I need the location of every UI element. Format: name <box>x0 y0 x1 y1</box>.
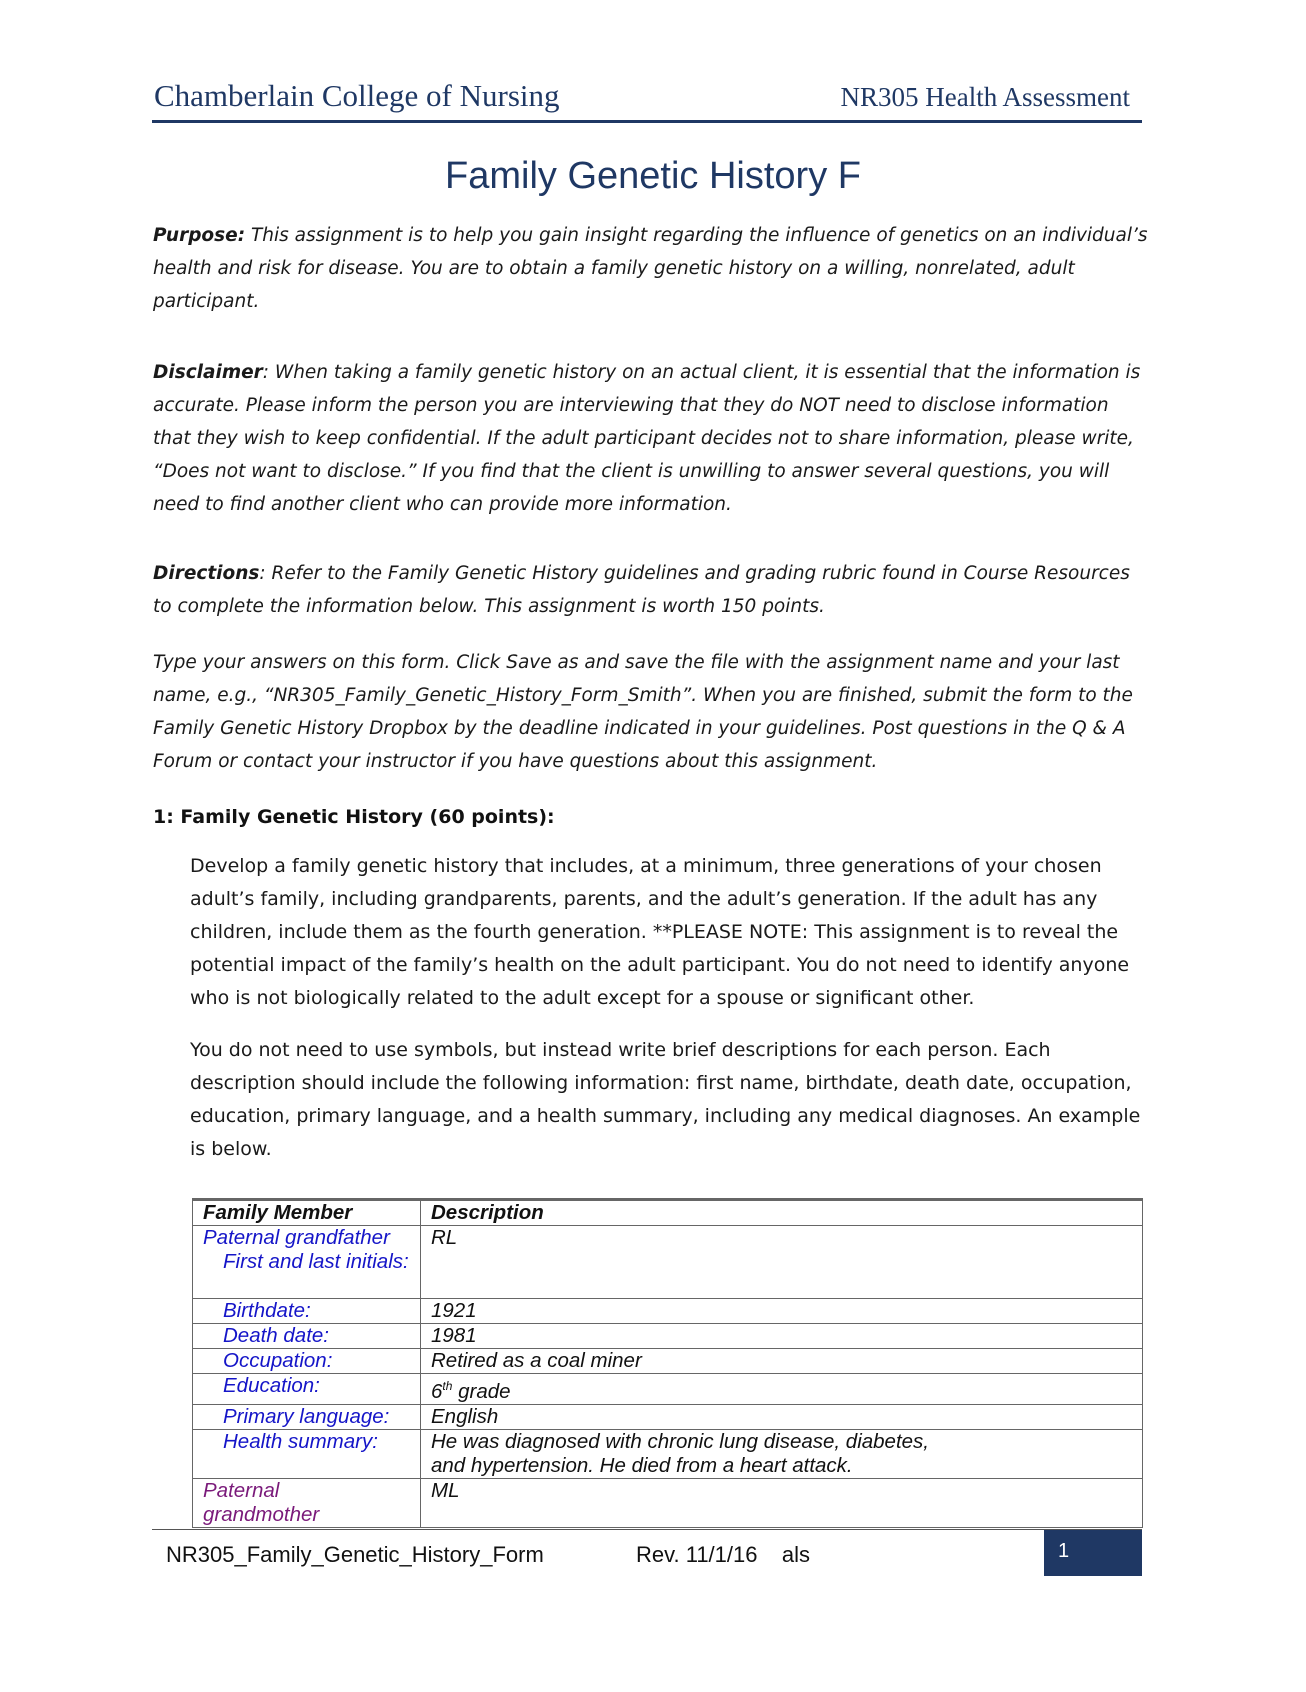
birthdate-value: 1921 <box>421 1299 1143 1324</box>
col-header-member: Family Member <box>193 1200 421 1226</box>
section1-paragraph-2: You do not need to use symbols, but instead write brief descriptions for each person. Each description should include the following information: first name, birthdate, death date, occupation, education, primary language, and a health summary, including any medical diagnoses. An example is below. <box>190 1039 1141 1160</box>
college-name: Chamberlain College of Nursing <box>154 78 560 113</box>
primary-language-label: Primary language: <box>193 1404 421 1429</box>
table-row <box>193 1226 1143 1299</box>
member-cell <box>193 1226 421 1299</box>
page-number-box <box>1044 1530 1142 1576</box>
paternal-grandmother-label: Paternal grandmother <box>193 1478 421 1527</box>
education-label: Education: <box>193 1374 421 1405</box>
disclaimer-text: : When taking a family genetic history on an actual client, it is essential that the information is accurate. Please inform the person you are interviewing that they do NOT need to disclose information that they wish to keep confidential. If the adult participant decides not to share information, please write, “Does not want to disclose.” If you find that the client is unwilling to answer several questions, you will need to find another client who can provide more information. <box>153 362 1141 515</box>
example-family-table <box>192 1198 1143 1528</box>
occupation-label: Occupation: <box>193 1349 421 1374</box>
table-header-row <box>193 1200 1143 1226</box>
education-rest: grade <box>452 1379 511 1403</box>
table-row <box>193 1324 1143 1349</box>
table-row <box>193 1429 1143 1478</box>
disclaimer-label: Disclaimer <box>153 362 263 383</box>
course-name: NR305 Health Assessment <box>840 82 1130 112</box>
education-superscript: th <box>442 1379 453 1393</box>
birthdate-label: Birthdate: <box>193 1299 421 1324</box>
footer-doc-name: NR305_Family_Genetic_History_Form <box>166 1542 544 1567</box>
table-row <box>193 1478 1143 1527</box>
initials-label: First and last initials: <box>223 1250 409 1273</box>
death-date-label: Death date: <box>193 1324 421 1349</box>
section1-paragraph-1: Develop a family genetic history that includes, at a minimum, three generations of your chosen adult’s family, including grandparents, parents, and the adult’s generation. If the adult has any children, include them as the fourth generation. **PLEASE NOTE: This assignment is to reveal the potential impact of the family’s health on the adult participant. You do not need to identify anyone who is not biologically related to the adult except for a spouse or significant other. <box>190 855 1130 1009</box>
table-row <box>193 1349 1143 1374</box>
disclaimer-paragraph <box>153 356 1148 521</box>
document-title: Family Genetic History F <box>445 155 861 197</box>
death-date-value: 1981 <box>421 1324 1143 1349</box>
table-row <box>193 1404 1143 1429</box>
directions-text: : Refer to the Family Genetic History guidelines and grading rubric found in Course Resources to complete the information below. This assignment is worth 150 points. <box>153 563 1130 617</box>
page-header <box>152 72 1142 123</box>
purpose-paragraph <box>153 219 1148 318</box>
footer-revision: Rev. 11/1/16 als <box>636 1542 811 1567</box>
table-row <box>193 1299 1143 1324</box>
col-header-description: Description <box>421 1200 1143 1226</box>
health-summary-label: Health summary: <box>193 1429 421 1478</box>
education-number: 6 <box>431 1379 443 1403</box>
page-footer <box>152 1529 1142 1576</box>
education-value <box>421 1374 1143 1405</box>
type-instructions-paragraph: Type your answers on this form. Click Save as and save the file with the assignment name and your last name, e.g., “NR305_Family_Genetic_History_Form_Smith”. When you are finished, submit the form to the Family Genetic History Dropbox by the deadline indicated in your guidelines. Post questions in the Q & A Forum or contact your instructor if you have questions about this assignment. <box>153 652 1133 772</box>
page-number: 1 <box>1058 1540 1070 1562</box>
primary-language-value: English <box>421 1404 1143 1429</box>
purpose-label: Purpose: <box>153 225 246 246</box>
paternal-grandmother-value: ML <box>421 1478 1143 1527</box>
initials-value: RL <box>421 1226 1143 1299</box>
directions-label: Directions <box>153 563 260 584</box>
section1-heading: 1: Family Genetic History (60 points): <box>153 806 555 828</box>
health-summary-value: He was diagnosed with chronic lung disease, diabetes, and hypertension. He died from a heart attack. <box>421 1429 1143 1478</box>
paternal-grandfather-label: Paternal grandfather <box>203 1226 390 1249</box>
directions-paragraph <box>153 557 1148 623</box>
purpose-text: This assignment is to help you gain insight regarding the influence of genetics on an individual’s health and risk for disease. You are to obtain a family genetic history on a willing, nonrelated, adult participant. <box>153 225 1148 312</box>
occupation-value: Retired as a coal miner <box>421 1349 1143 1374</box>
table-row <box>193 1374 1143 1405</box>
